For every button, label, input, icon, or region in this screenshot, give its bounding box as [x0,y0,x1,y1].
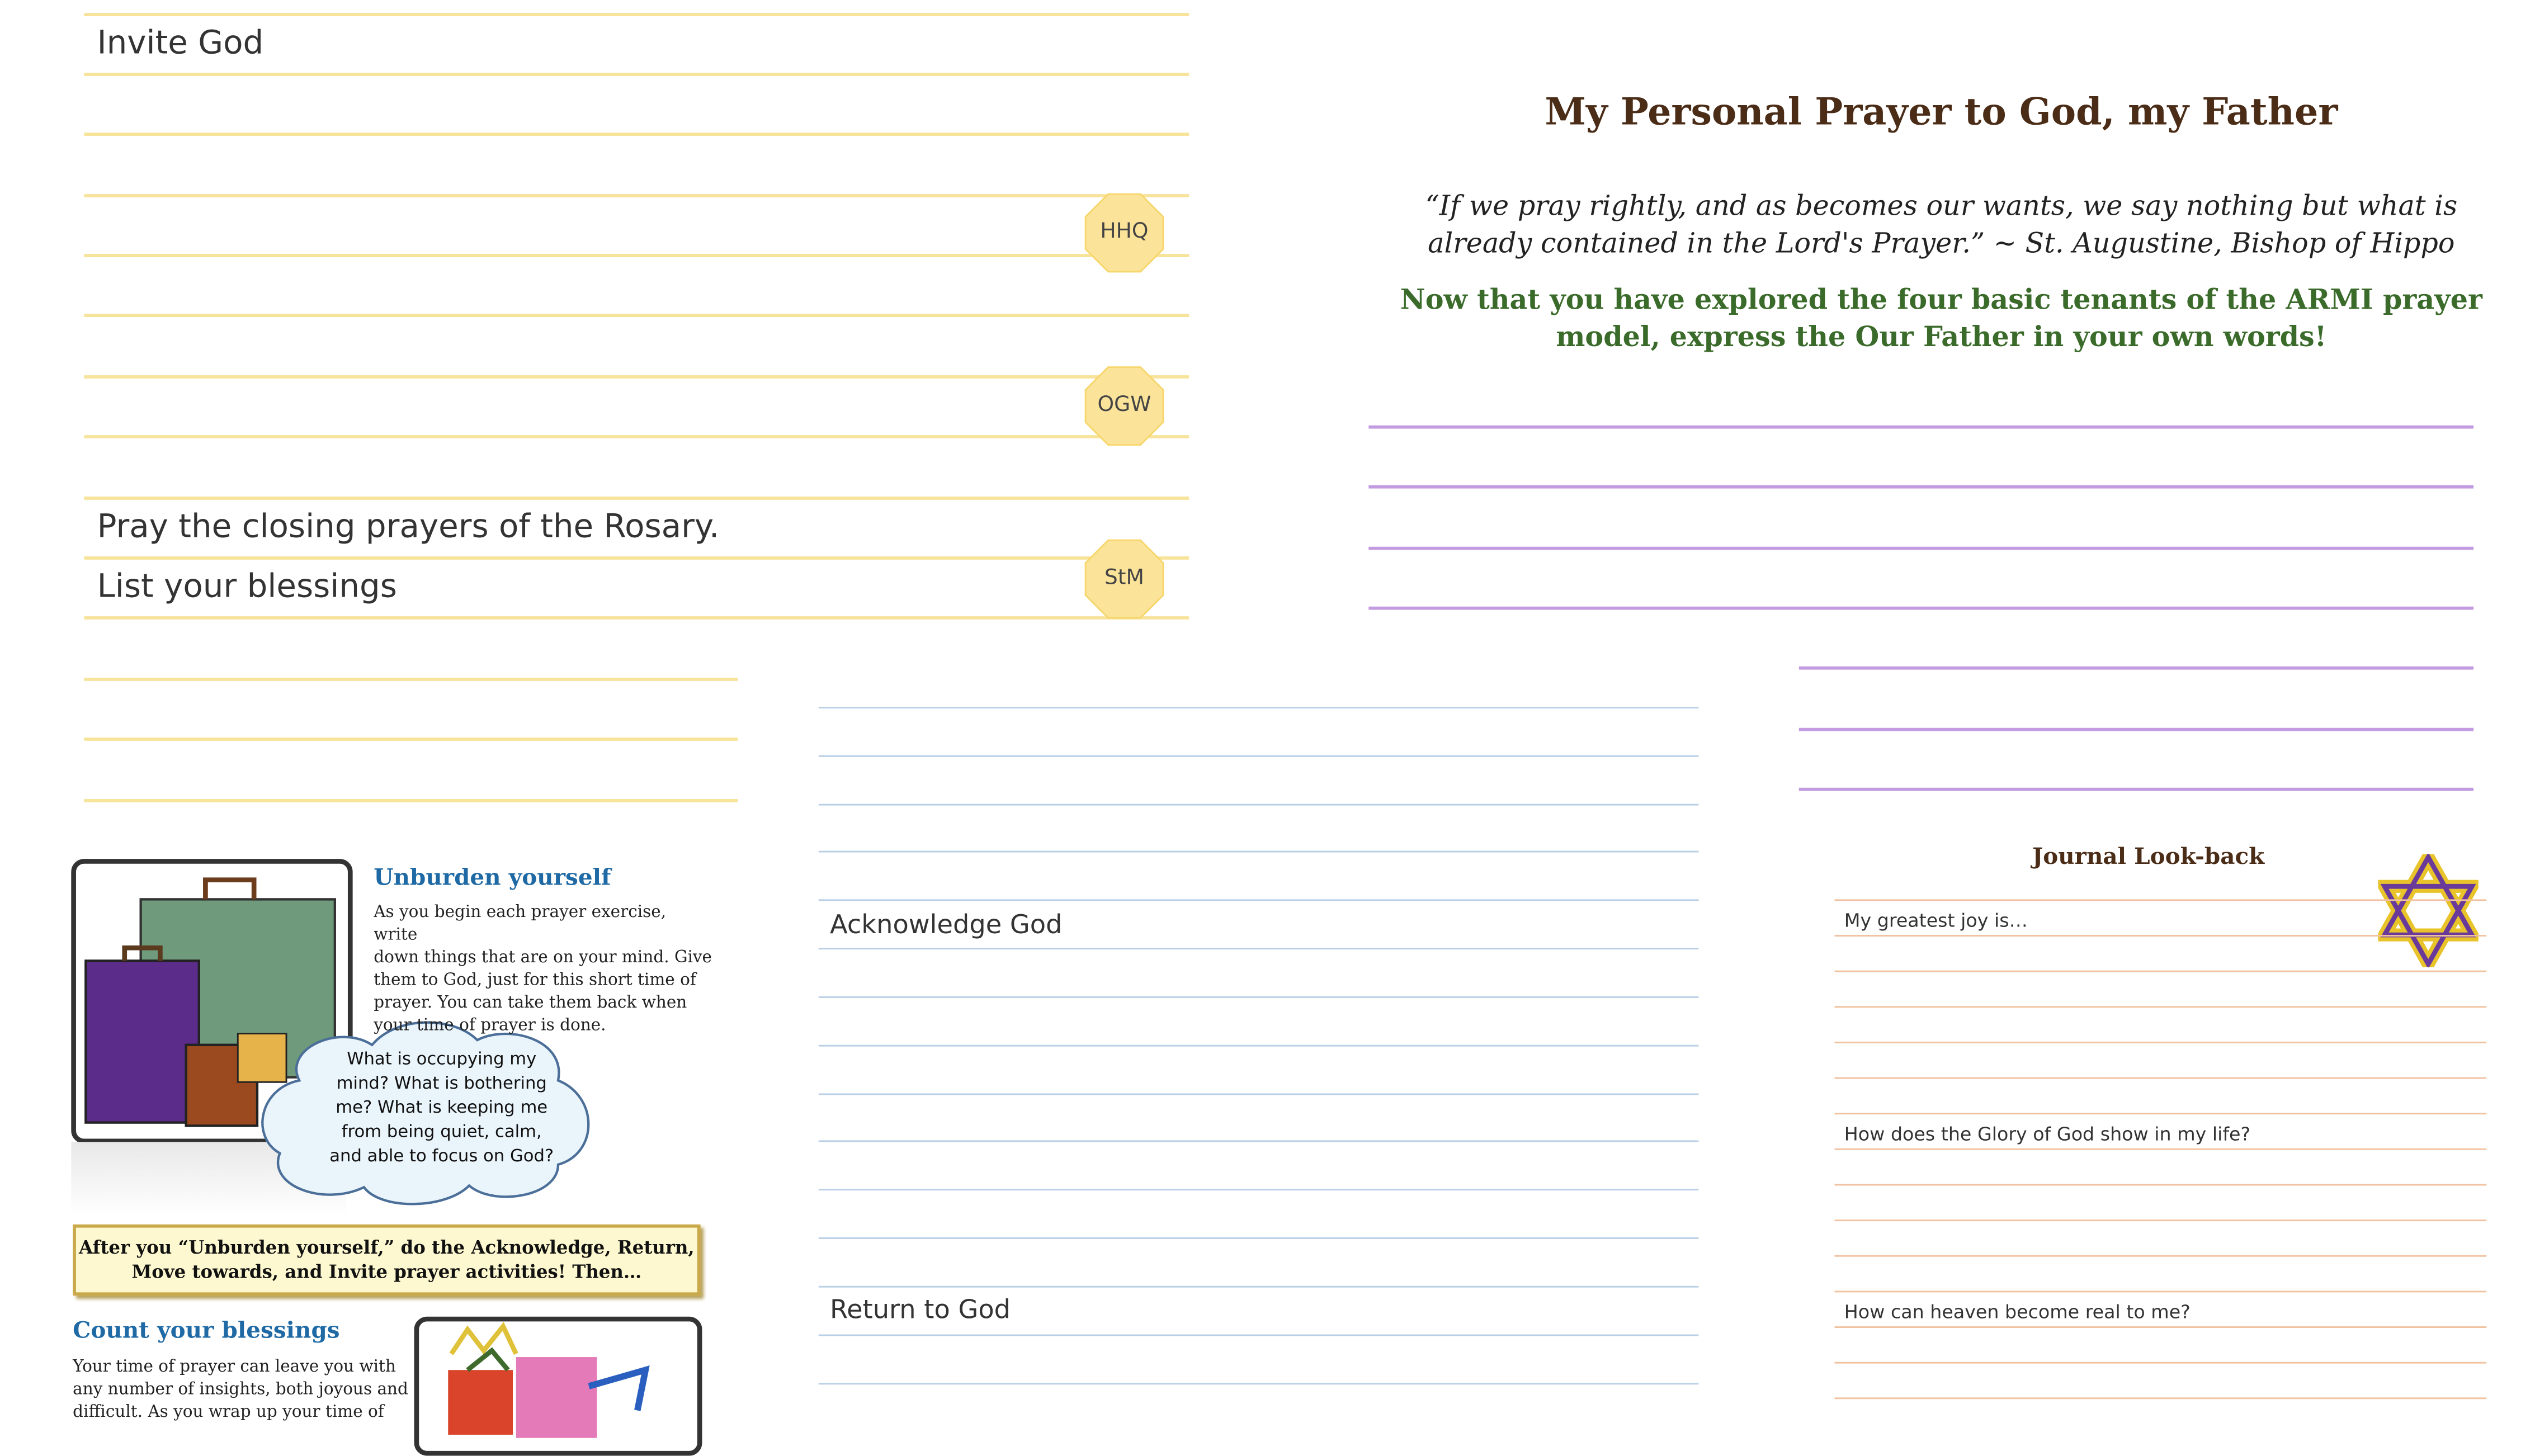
ruled-line [84,375,1189,379]
ruled-line [819,1094,1699,1095]
ogw-badge: OGW [1084,366,1165,447]
ruled-line [819,899,1699,901]
ruled-line [819,1140,1699,1142]
acknowledge-god-heading: Acknowledge God [830,909,1063,940]
body-line: them to God, just for this short time of [374,972,696,990]
ruled-line [819,707,1699,708]
ruled-line [819,755,1699,757]
closing-prayers-heading: Pray the closing prayers of the Rosary. [97,506,720,545]
hhq-badge: HHQ [1084,192,1165,273]
after-box-line: Move towards, and Invite prayer activities! Then… [131,1260,642,1283]
list-blessings-heading: List your blessings [97,566,397,605]
body-line: any number of insights, both joyous and [73,1381,408,1400]
ruled-line [1834,1326,2486,1328]
instruction-line2: model, express the Our Father in your own words! [1556,322,2327,354]
ruled-line [819,996,1699,998]
journal-title: Journal Look-back [2032,844,2265,871]
ruled-line [1834,1006,2486,1008]
ruled-line [1834,1184,2486,1186]
ruled-line [819,1383,1699,1384]
gifts-illustration [414,1317,702,1456]
ruled-line [1368,485,2473,489]
ruled-line [819,1045,1699,1047]
ruled-line [819,948,1699,949]
ruled-line [1799,788,2473,791]
ruled-line [1834,1362,2486,1364]
journal-prompt-heaven: How can heaven become real to me? [1844,1300,2191,1323]
journal-prompt-glory: How does the Glory of God show in my life? [1844,1122,2251,1146]
count-blessings-body [73,1357,412,1425]
ruled-line [1834,971,2486,972]
star-of-david-icon [2378,854,2478,967]
ruled-line [1834,1397,2486,1399]
prayer-title: My Personal Prayer to God, my Father [1545,90,2338,135]
ruled-line [1834,899,2486,901]
ruled-line [84,799,738,802]
ruled-line [1799,728,2473,731]
unburden-title: Unburden yourself [374,865,611,891]
ruled-line [84,556,1189,560]
return-to-god-heading: Return to God [830,1294,1011,1325]
cloud-line: and able to focus on God? [329,1146,554,1166]
augustine-quote-line1: “If we pray rightly, and as becomes our wants, we say nothing but what is [1425,191,2458,224]
ruled-line [819,1335,1699,1336]
body-line: prayer. You can take them back when [374,995,687,1013]
journal-prompt-joy: My greatest joy is… [1844,909,2028,932]
ruled-line [84,254,1189,257]
augustine-quote-line2: already contained in the Lord's Prayer.” ~ St. Augustine, Bishop of Hippo [1428,228,2455,261]
ruled-line [819,804,1699,806]
cloud-line: me? What is keeping me [336,1098,548,1118]
ruled-line [84,497,1189,500]
body-line: As you begin each prayer exercise, write [374,904,667,945]
ruled-line [84,314,1189,317]
stm-badge: StM [1084,538,1165,620]
ruled-line [1834,935,2486,937]
ruled-line [84,73,1189,76]
body-line: down things that are on your mind. Give [374,949,712,967]
count-blessings-title: Count your blessings [73,1318,340,1344]
ruled-line [1834,1113,2486,1114]
after-unburden-box [73,1225,700,1296]
ruled-line [1834,1219,2486,1221]
instruction-line1: Now that you have explored the four basic tenants of the ARMI prayer [1400,285,2482,317]
ruled-line [1368,607,2473,610]
invite-god-heading: Invite God [97,22,264,62]
ruled-line [1834,1255,2486,1257]
unburden-body [374,902,713,1038]
after-box-line: After you “Unburden yourself,” do the Acknowledge, Return, [79,1236,695,1259]
ruled-line [819,1189,1699,1190]
ruled-line [1834,1290,2486,1292]
ruled-line [819,851,1699,853]
ruled-line [84,13,1189,16]
cloud-line: mind? What is bothering [336,1074,547,1094]
ruled-line [84,194,1189,197]
ruled-line [84,133,1189,136]
ruled-line [84,678,738,681]
cloud-line: What is occupying my [347,1050,537,1070]
ruled-line [1834,1077,2486,1079]
ruled-line [819,1286,1699,1288]
ruled-line [819,1237,1699,1239]
ruled-line [84,616,1189,620]
body-line: your time of prayer is done. [374,1017,606,1036]
ruled-line [1834,1148,2486,1150]
body-line: difficult. As you wrap up your time of [73,1403,384,1422]
cloud-text [304,1048,579,1170]
ruled-line [84,435,1189,438]
ruled-line [1368,547,2473,550]
body-line: Your time of prayer can leave you with [73,1358,396,1377]
ruled-line [1799,666,2473,670]
ruled-line [1834,1042,2486,1043]
ruled-line [1368,426,2473,429]
cloud-line: from being quiet, calm, [341,1122,542,1142]
ruled-line [84,738,738,741]
